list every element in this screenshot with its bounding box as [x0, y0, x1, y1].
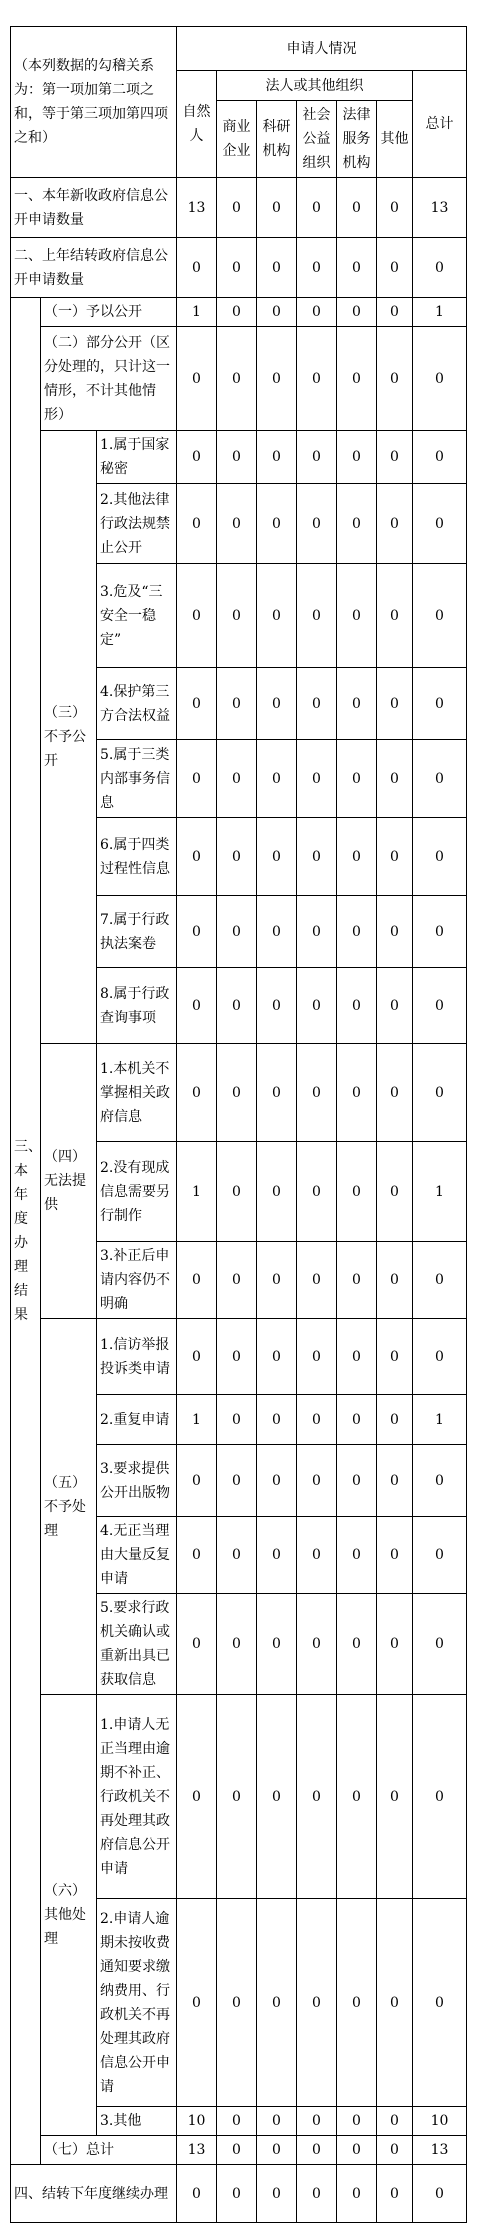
value-cell: 0: [377, 1899, 413, 2107]
row-new-applications: [11, 178, 467, 238]
value-cell: 0: [217, 2107, 257, 2136]
value-cell: 0: [297, 1142, 337, 1242]
value-cell: 0: [297, 2136, 337, 2165]
value-cell: 0: [217, 740, 257, 818]
group-label: （四）无法提供: [41, 1044, 97, 1319]
value-cell: 0: [413, 327, 467, 431]
value-cell: 0: [257, 1242, 297, 1319]
value-cell: 0: [257, 178, 297, 238]
value-cell: 0: [257, 2165, 297, 2223]
row-partially-disclosed: [11, 327, 467, 431]
value-cell: 13: [413, 178, 467, 238]
value-cell: 0: [377, 298, 413, 327]
row-total: [11, 2136, 467, 2165]
row-g6-item: [11, 1695, 467, 1899]
value-cell: 0: [337, 1242, 377, 1319]
col-public-welfare-org: 社会公益组织: [297, 101, 337, 178]
value-cell: 0: [257, 1044, 297, 1142]
value-cell: 0: [337, 431, 377, 484]
value-cell: 0: [377, 1517, 413, 1594]
value-cell: 0: [413, 668, 467, 740]
value-cell: 0: [337, 896, 377, 968]
value-cell: 13: [413, 2136, 467, 2165]
value-cell: 0: [257, 968, 297, 1044]
value-cell: 0: [337, 1899, 377, 2107]
header-row-1: [11, 27, 467, 71]
value-cell: 0: [177, 818, 217, 896]
value-cell: 0: [297, 1517, 337, 1594]
value-cell: 0: [217, 1445, 257, 1517]
legal-persons-group-header: 法人或其他组织: [217, 71, 413, 101]
value-cell: 0: [377, 1142, 413, 1242]
row-carried-over: [11, 238, 467, 298]
value-cell: 0: [177, 431, 217, 484]
row-label: 2.没有现成信息需要另行制作: [97, 1142, 177, 1242]
value-cell: 0: [217, 327, 257, 431]
value-cell: 0: [377, 238, 413, 298]
value-cell: 0: [413, 1517, 467, 1594]
value-cell: 0: [337, 484, 377, 564]
value-cell: 0: [257, 1395, 297, 1445]
value-cell: 0: [377, 1242, 413, 1319]
value-cell: 0: [337, 668, 377, 740]
value-cell: 1: [177, 1395, 217, 1445]
value-cell: 0: [257, 1445, 297, 1517]
col-commercial-enterprise: 商业企业: [217, 101, 257, 178]
row-label: 1.属于国家秘密: [97, 431, 177, 484]
value-cell: 0: [297, 1445, 337, 1517]
row-label: 2.其他法律行政法规禁止公开: [97, 484, 177, 564]
value-cell: 0: [337, 327, 377, 431]
value-cell: 0: [257, 564, 297, 668]
value-cell: 0: [413, 896, 467, 968]
value-cell: 10: [413, 2107, 467, 2136]
value-cell: 0: [337, 298, 377, 327]
value-cell: 0: [297, 178, 337, 238]
value-cell: 0: [337, 1044, 377, 1142]
value-cell: 0: [337, 740, 377, 818]
value-cell: 0: [257, 2136, 297, 2165]
value-cell: 0: [257, 238, 297, 298]
row-label: 一、本年新收政府信息公开申请数量: [11, 178, 177, 238]
value-cell: 0: [377, 740, 413, 818]
row-label: 4.保护第三方合法权益: [97, 668, 177, 740]
row-label: 3.补正后申请内容仍不明确: [97, 1242, 177, 1319]
value-cell: 0: [177, 968, 217, 1044]
value-cell: 0: [337, 968, 377, 1044]
value-cell: 0: [377, 484, 413, 564]
value-cell: 0: [217, 1319, 257, 1395]
value-cell: 0: [297, 431, 337, 484]
value-cell: 0: [413, 1044, 467, 1142]
row-label: 7.属于行政执法案卷: [97, 896, 177, 968]
value-cell: 0: [177, 1319, 217, 1395]
value-cell: 0: [257, 484, 297, 564]
row-g5-item: [11, 1319, 467, 1395]
value-cell: 0: [413, 1594, 467, 1695]
row-label: 1.申请人无正当理由逾期不补正、行政机关不再处理其政府信息公开申请: [97, 1695, 177, 1899]
value-cell: 0: [217, 2136, 257, 2165]
value-cell: 0: [297, 2165, 337, 2223]
value-cell: 0: [257, 1319, 297, 1395]
value-cell: 0: [377, 564, 413, 668]
col-natural-person: 自然人: [177, 71, 217, 178]
value-cell: 0: [377, 1445, 413, 1517]
value-cell: 0: [377, 1594, 413, 1695]
value-cell: 0: [297, 740, 337, 818]
value-cell: 0: [257, 1142, 297, 1242]
value-cell: 0: [377, 327, 413, 431]
value-cell: 0: [337, 564, 377, 668]
value-cell: 0: [377, 1395, 413, 1445]
value-cell: 0: [177, 238, 217, 298]
value-cell: 0: [217, 1395, 257, 1445]
value-cell: 0: [377, 1044, 413, 1142]
section-results-label: 三、本年度办理结果: [11, 298, 41, 2165]
value-cell: 0: [217, 1899, 257, 2107]
value-cell: 0: [297, 327, 337, 431]
value-cell: 0: [177, 896, 217, 968]
row-label: 6.属于四类过程性信息: [97, 818, 177, 896]
value-cell: 0: [297, 1319, 337, 1395]
value-cell: 0: [177, 668, 217, 740]
value-cell: 1: [413, 298, 467, 327]
value-cell: 0: [257, 818, 297, 896]
row-label: 四、结转下年度继续办理: [11, 2165, 177, 2223]
value-cell: 0: [377, 818, 413, 896]
value-cell: 0: [337, 1445, 377, 1517]
value-cell: 0: [297, 1594, 337, 1695]
value-cell: 0: [297, 564, 337, 668]
value-cell: 1: [177, 298, 217, 327]
value-cell: 0: [337, 2107, 377, 2136]
value-cell: 0: [177, 564, 217, 668]
value-cell: 0: [413, 564, 467, 668]
group-label: （五）不予处理: [41, 1319, 97, 1695]
row-label: （七）总计: [41, 2136, 177, 2165]
value-cell: 0: [377, 896, 413, 968]
value-cell: 0: [217, 1517, 257, 1594]
col-research-institution: 科研机构: [257, 101, 297, 178]
value-cell: 0: [337, 1395, 377, 1445]
value-cell: 0: [297, 1044, 337, 1142]
value-cell: 0: [217, 1044, 257, 1142]
row-label: 1.本机关不掌握相关政府信息: [97, 1044, 177, 1142]
value-cell: 13: [177, 2136, 217, 2165]
value-cell: 0: [257, 1594, 297, 1695]
value-cell: 0: [217, 564, 257, 668]
value-cell: 0: [297, 1695, 337, 1899]
value-cell: 0: [413, 1445, 467, 1517]
value-cell: 0: [177, 1445, 217, 1517]
row-g3-item: [11, 431, 467, 484]
value-cell: 0: [177, 1242, 217, 1319]
value-cell: 0: [257, 740, 297, 818]
value-cell: 13: [177, 178, 217, 238]
value-cell: 0: [217, 2165, 257, 2223]
applicant-situation-header: 申请人情况: [177, 27, 467, 71]
value-cell: 0: [257, 1695, 297, 1899]
value-cell: 0: [217, 1594, 257, 1695]
value-cell: 0: [257, 431, 297, 484]
value-cell: 0: [413, 740, 467, 818]
group-label: （三）不予公开: [41, 431, 97, 1044]
value-cell: 0: [337, 178, 377, 238]
value-cell: 0: [297, 2107, 337, 2136]
value-cell: 0: [337, 2136, 377, 2165]
value-cell: 0: [297, 818, 337, 896]
value-cell: 0: [297, 896, 337, 968]
value-cell: 0: [257, 1517, 297, 1594]
row-carry-forward: [11, 2165, 467, 2223]
value-cell: 0: [257, 327, 297, 431]
value-cell: 0: [297, 668, 337, 740]
value-cell: 0: [377, 1695, 413, 1899]
value-cell: 0: [337, 1517, 377, 1594]
value-cell: 0: [257, 2107, 297, 2136]
value-cell: 0: [337, 1142, 377, 1242]
value-cell: 0: [413, 968, 467, 1044]
value-cell: 0: [377, 668, 413, 740]
value-cell: 0: [217, 1242, 257, 1319]
row-label: 3.要求提供公开出版物: [97, 1445, 177, 1517]
value-cell: 0: [177, 1517, 217, 1594]
value-cell: 0: [413, 431, 467, 484]
row-label: 1.信访举报投诉类申请: [97, 1319, 177, 1395]
row-label: 5.要求行政机关确认或重新出具已获取信息: [97, 1594, 177, 1695]
value-cell: 0: [177, 1899, 217, 2107]
value-cell: 0: [217, 298, 257, 327]
value-cell: 0: [217, 178, 257, 238]
value-cell: 0: [413, 238, 467, 298]
row-label: 4.无正当理由大量反复申请: [97, 1517, 177, 1594]
value-cell: 0: [217, 896, 257, 968]
value-cell: 1: [413, 1142, 467, 1242]
value-cell: 0: [377, 1319, 413, 1395]
row-label: 8.属于行政查询事项: [97, 968, 177, 1044]
value-cell: 0: [217, 1142, 257, 1242]
value-cell: 1: [413, 1395, 467, 1445]
value-cell: 1: [177, 1142, 217, 1242]
value-cell: 0: [297, 1242, 337, 1319]
row-label: 二、上年结转政府信息公开申请数量: [11, 238, 177, 298]
value-cell: 0: [217, 431, 257, 484]
value-cell: 0: [377, 2136, 413, 2165]
value-cell: 0: [377, 431, 413, 484]
value-cell: 0: [413, 1695, 467, 1899]
row-label: （一）予以公开: [41, 298, 177, 327]
value-cell: 0: [177, 1044, 217, 1142]
row-label: 2.重复申请: [97, 1395, 177, 1445]
group-label: （六）其他处理: [41, 1695, 97, 2136]
row-label: 3.其他: [97, 2107, 177, 2136]
value-cell: 0: [217, 484, 257, 564]
row-label: 5.属于三类内部事务信息: [97, 740, 177, 818]
value-cell: 0: [377, 2165, 413, 2223]
value-cell: 0: [217, 1695, 257, 1899]
value-cell: 0: [297, 968, 337, 1044]
value-cell: 0: [257, 1899, 297, 2107]
value-cell: 0: [337, 818, 377, 896]
value-cell: 0: [177, 1695, 217, 1899]
value-cell: 0: [377, 968, 413, 1044]
col-other: 其他: [377, 101, 413, 178]
value-cell: 0: [257, 896, 297, 968]
value-cell: 0: [297, 238, 337, 298]
col-total: 总计: [413, 71, 467, 178]
value-cell: 0: [217, 668, 257, 740]
value-cell: 0: [177, 327, 217, 431]
value-cell: 0: [413, 1242, 467, 1319]
value-cell: 0: [377, 178, 413, 238]
corner-note: （本列数据的勾稽关系为：第一项加第二项之和，等于第三项加第四项之和）: [11, 27, 177, 178]
value-cell: 0: [217, 968, 257, 1044]
value-cell: 0: [337, 1594, 377, 1695]
value-cell: 0: [297, 1395, 337, 1445]
value-cell: 0: [413, 484, 467, 564]
row-disclosed: [11, 298, 467, 327]
value-cell: 0: [257, 668, 297, 740]
value-cell: 0: [337, 238, 377, 298]
value-cell: 0: [413, 2165, 467, 2223]
value-cell: 0: [297, 484, 337, 564]
value-cell: 10: [177, 2107, 217, 2136]
row-label: （二）部分公开（区分处理的，只计这一情形，不计其他情形）: [41, 327, 177, 431]
value-cell: 0: [377, 2107, 413, 2136]
value-cell: 0: [413, 1319, 467, 1395]
value-cell: 0: [177, 740, 217, 818]
value-cell: 0: [217, 818, 257, 896]
col-legal-service-org: 法律服务机构: [337, 101, 377, 178]
value-cell: 0: [177, 1594, 217, 1695]
value-cell: 0: [217, 238, 257, 298]
value-cell: 0: [257, 298, 297, 327]
value-cell: 0: [177, 2165, 217, 2223]
value-cell: 0: [177, 484, 217, 564]
value-cell: 0: [297, 1899, 337, 2107]
value-cell: 0: [337, 1695, 377, 1899]
statistics-table: [10, 26, 467, 2223]
value-cell: 0: [337, 2165, 377, 2223]
value-cell: 0: [297, 298, 337, 327]
value-cell: 0: [413, 818, 467, 896]
row-g4-item: [11, 1044, 467, 1142]
value-cell: 0: [337, 1319, 377, 1395]
row-label: 2.申请人逾期未按收费通知要求缴纳费用、行政机关不再处理其政府信息公开申请: [97, 1899, 177, 2107]
value-cell: 0: [413, 1899, 467, 2107]
row-label: 3.危及“三安全一稳定”: [97, 564, 177, 668]
